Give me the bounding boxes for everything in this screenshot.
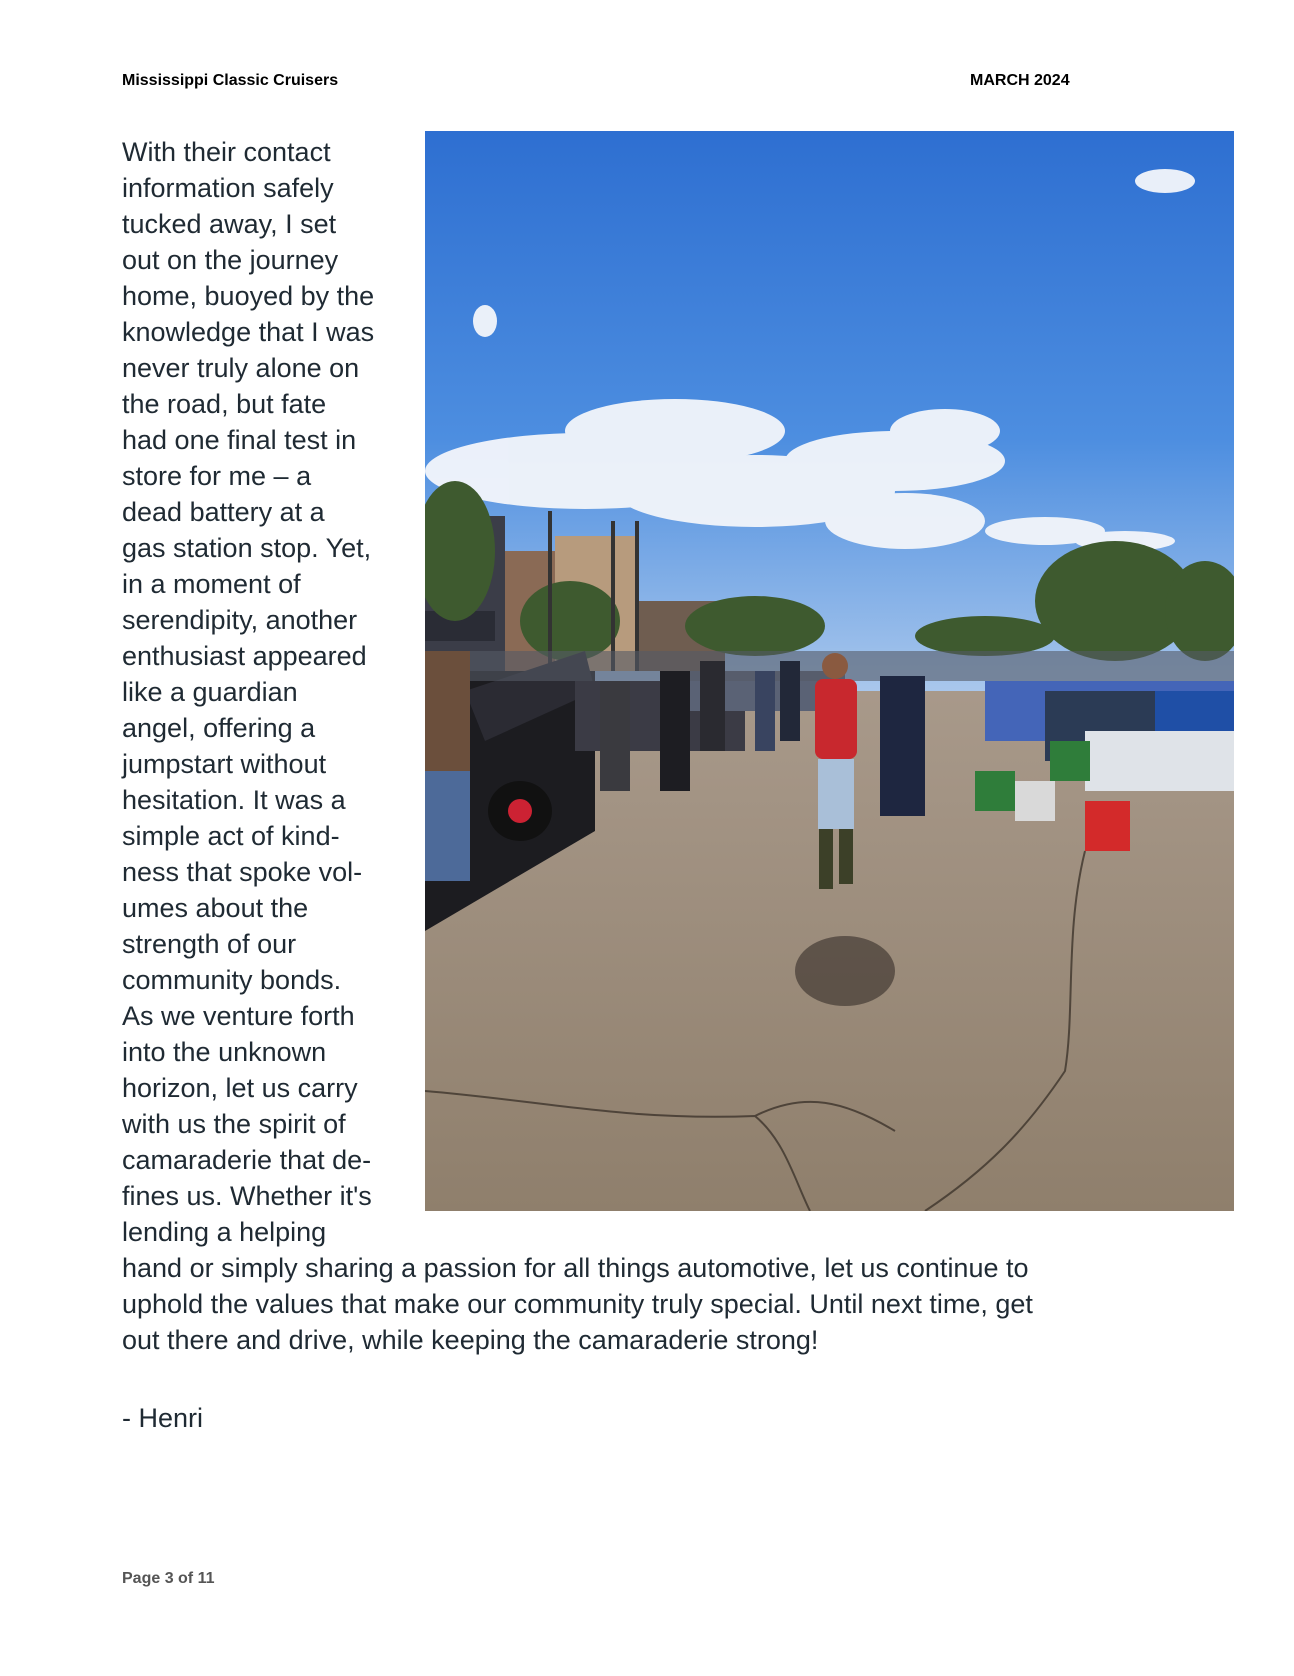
- article-wide-text: [122, 1250, 1242, 1358]
- text-line: angel, offering a: [122, 713, 316, 743]
- article-column-text: [122, 134, 412, 1250]
- text-line: store for me – a: [122, 461, 312, 491]
- text-line: like a guardian: [122, 677, 298, 707]
- text-line: ness that spoke vol-: [122, 857, 363, 887]
- text-line: never truly alone on: [122, 353, 360, 383]
- walker-shadow: [795, 936, 895, 1006]
- text-line: information safely: [122, 173, 334, 203]
- page-number: Page 3 of 11: [122, 1570, 215, 1587]
- text-line: horizon, let us carry: [122, 1073, 358, 1103]
- text-line: umes about the: [122, 893, 309, 923]
- text-line: into the unknown: [122, 1037, 327, 1067]
- text-line: enthusiast appeared: [122, 641, 367, 671]
- author-signature: - Henri: [122, 1403, 204, 1433]
- text-line: uphold the values that make our community truly special. Until next time, get: [122, 1289, 1033, 1319]
- newsletter-title: Mississippi Classic Cruisers: [122, 72, 339, 89]
- text-line: fines us. Whether it's: [122, 1181, 372, 1211]
- text-line: gas station stop. Yet,: [122, 533, 372, 563]
- car-show-street-illustration: [425, 131, 1234, 1211]
- text-line: tucked away, I set: [122, 209, 337, 239]
- car-show-photo: [425, 131, 1234, 1211]
- text-line: hand or simply sharing a passion for all things automotive, let us continue to: [122, 1253, 1029, 1283]
- text-line: out on the journey: [122, 245, 339, 275]
- text-line: had one final test in: [122, 425, 357, 455]
- text-line: with us the spirit of: [122, 1109, 346, 1139]
- text-line: strength of our: [122, 929, 297, 959]
- text-line: lending a helping: [122, 1217, 327, 1247]
- text-line: dead battery at a: [122, 497, 325, 527]
- text-line: out there and drive, while keeping the camaraderie strong!: [122, 1325, 819, 1355]
- text-line: home, buoyed by the: [122, 281, 375, 311]
- text-line: As we venture forth: [122, 1001, 355, 1031]
- text-line: community bonds.: [122, 965, 342, 995]
- text-line: knowledge that I was: [122, 317, 375, 347]
- text-line: the road, but fate: [122, 389, 327, 419]
- text-line: simple act of kind-: [122, 821, 340, 851]
- text-line: With their contact: [122, 137, 331, 167]
- issue-date: MARCH 2024: [970, 72, 1070, 89]
- text-line: hesitation. It was a: [122, 785, 346, 815]
- text-line: in a moment of: [122, 569, 301, 599]
- text-line: jumpstart without: [122, 749, 327, 779]
- text-line: camaraderie that de-: [122, 1145, 372, 1175]
- text-line: serendipity, another: [122, 605, 358, 635]
